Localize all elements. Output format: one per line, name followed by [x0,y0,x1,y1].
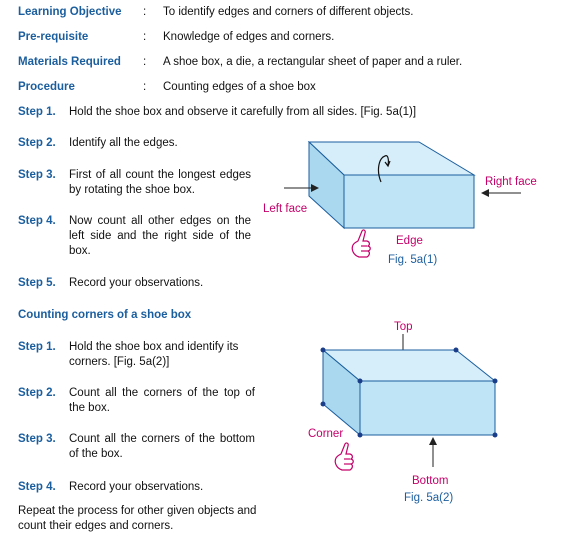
corner-dot [454,348,459,353]
step-label: Step 2. [18,137,56,149]
corner-dot [321,402,326,407]
corners-heading: Counting corners of a shoe box [18,309,192,321]
step-text: Record your observations. [69,277,204,289]
meta-label: Procedure [18,81,75,93]
meta-label: Pre-requisite [18,31,89,43]
pointing-hand-icon [352,230,370,257]
step-label: Step 5. [18,277,56,289]
meta-label: Materials Required [18,56,121,68]
step-text: Identify all the edges. [69,137,178,149]
corner-dot [493,379,498,384]
step-text: Now count all other edges on the left side and the right side of the box. [69,215,251,257]
meta-value: A shoe box, a die, a rectangular sheet of paper and a ruler. [163,56,463,68]
step-text: Count all the corners of the top of the box. [69,387,255,414]
meta-value: Knowledge of edges and corners. [163,31,335,43]
meta-separator: : [143,81,147,93]
right-face-label: Right face [485,176,537,188]
step-text: First of all count the longest edges by rotating the shoe box. [69,169,251,196]
step-text: Count all the corners of the bottom of the box. [69,433,255,460]
fig2-caption: Fig. 5a(2) [404,492,454,504]
step-label: Step 1. [18,106,56,118]
left-face-label: Left face [263,203,308,215]
corner-label: Corner [308,428,344,440]
closing-text: Repeat the process for other given objects and count their edges and corners. [18,505,257,532]
meta-value: To identify edges and corners of different objects. [163,6,414,18]
meta-value: Counting edges of a shoe box [163,81,316,93]
figure-5a1 [255,130,560,280]
meta-separator: : [143,31,147,43]
meta-separator: : [143,56,147,68]
step-text: Hold the shoe box and observe it carefully from all sides. [Fig. 5a(1)] [69,106,417,118]
box-front-face [360,381,495,435]
step-label: Step 4. [18,481,56,493]
box-front-face [344,175,474,228]
corner-dot [321,348,326,353]
corner-dot [358,433,363,438]
meta-separator: : [143,6,147,18]
figure-5a2 [300,312,510,512]
bottom-label: Bottom [412,475,449,487]
step-label: Step 2. [18,387,56,399]
step-label: Step 3. [18,433,56,445]
step-label: Step 4. [18,215,56,227]
step-text: Record your observations. [69,481,204,493]
corner-dot [493,433,498,438]
top-label: Top [394,321,413,333]
step-text: Hold the shoe box and identify its corners. [Fig. 5a(2)] [69,341,239,368]
edge-label: Edge [396,235,423,247]
corner-dot [358,379,363,384]
fig1-caption: Fig. 5a(1) [388,254,438,266]
step-label: Step 1. [18,341,56,353]
meta-label: Learning Objective [18,6,122,18]
pointing-hand-icon [335,443,353,470]
step-label: Step 3. [18,169,56,181]
